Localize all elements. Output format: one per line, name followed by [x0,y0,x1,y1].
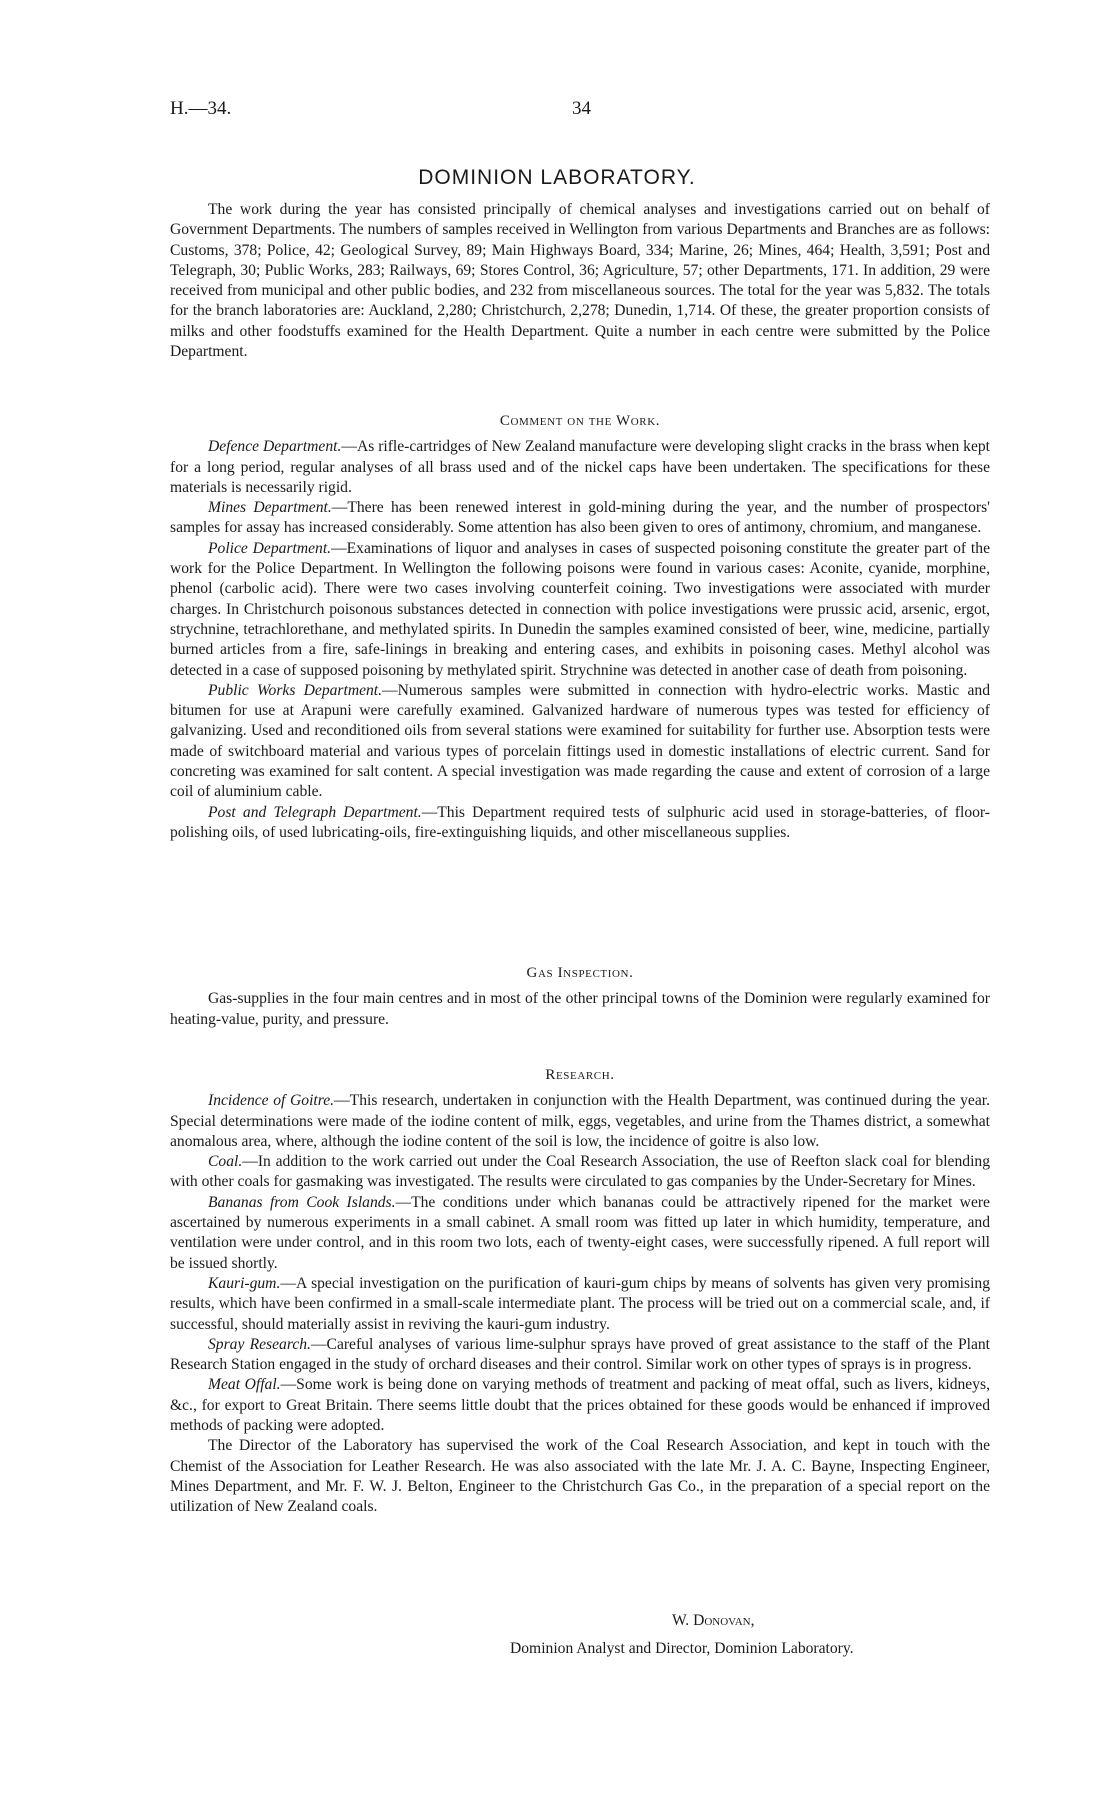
comment-section [170,411,990,843]
signature-title: Dominion Analyst and Director, Dominion Laboratory. [510,1640,854,1657]
paragraph-text: —Careful analyses of various lime-sulphur sprays have proved of great assistance to the staff of the Plant Research Station engaged in the study of orchard diseases and their control. Similar work on other types of sprays is in progress. [170,1335,991,1374]
subheading: Mines Department. [208,499,332,517]
comment-heading: Comment on the Work. [499,413,661,429]
research-section [170,1065,990,1518]
paragraph-police [170,539,990,681]
subheading: Spray Research. [208,1335,311,1353]
gas-heading: Gas Inspection. [526,965,634,981]
signature-name: W. Donovan, [672,1612,755,1629]
paragraph-text: —Some work is being done on varying methods of treatment and packing of meat offal, such as livers, kidneys, &c., for export to Great Britain. There seems little doubt that the prices obtained for these goods would be enhanced if improved methods of packing were adopted. [170,1376,990,1435]
paragraph-text: —This Department required tests of sulphuric acid used in storage-batteries, of floor-polishing oils, of used lubricating-oils, fire-extinguishing liquids, and other miscellaneous supplies. [170,803,990,841]
gas-section [170,963,990,1030]
subheading: Incidence of Goitre. [208,1092,335,1110]
paragraph-goitre [170,1091,990,1152]
paragraph-mines [170,498,990,539]
page-number: 34 [572,98,591,119]
subheading: Post and Telegraph Department. [208,803,422,821]
paragraph-text: —Numerous samples were submitted in connection with hydro-electric works. Mastic and bitumen for use at Arapuni were carefully examined. Galvanized hardware of numerous types was tested for efficiency of galvanizing. Used and reconditioned oils from several stations were examined for suitability for further use. Absorption tests were made of switchboard material and various types of porcelain fittings used in domestic installations of electric current. Sand for concreting was examined for salt content. A special investigation was made regarding the cause and extent of corrosion of a large coil of aluminium cable. [170,681,990,801]
gas-paragraph: Gas-supplies in the four main centres and in most of the other principal towns of the Dominion were regularly examined for heating-value, purity, and pressure. [170,990,990,1028]
paragraph-kauri-gum [170,1274,990,1335]
paragraph-text: —The conditions under which bananas could be attractively ripened for the market were ascertained by numerous experiments in a small cabinet. A small room was fitted up later in which humidity, temperature, and ventilation were under control, and in this room two lots, each of twenty-eight cases, were successfully ripened. A full report will be issued shortly. [170,1193,990,1272]
paragraph-text: The Director of the Laboratory has supervised the work of the Coal Research Association, and kept in touch with the Chemist of the Association for Leather Research. He was also associated with the late Mr. J. A. C. Bayne, Inspecting Engineer, Mines Department, and Mr. F. W. J. Belton, Engineer to the Christchurch Gas Co., in the preparation of a special report on the utilization of New Zealand coals. [170,1437,990,1516]
page-title: DOMINION LABORATORY. [418,166,696,189]
subheading: Kauri-gum. [208,1274,281,1292]
intro-paragraph: The work during the year has consisted principally of chemical analyses and investigations carried out on behalf of Government Departments. The numbers of samples received in Wellington from various Departments and Branches are as follows: Customs, 378; Police, 42; Geological Survey, 89; Main Highways Board, 334; Marine, 26; Mines, 464; Health, 3,591; Post and Telegraph, 30; Public Works, 283; Railways, 69; Stores Control, 36; Agriculture, 57; other Departments, 171. In addition, 29 were received from municipal and other public bodies, and 232 from miscellaneous sources. The total for the year was 5,832. The totals for the branch laboratories are: Auckland, 2,280; Christchurch, 2,278; Dunedin, 1,714. Of these, the greater proportion consists of milks and other foodstuffs examined for the Health Department. Quite a number in each centre were submitted by the Police Department. [170,201,990,361]
subheading: Meat Offal. [208,1376,281,1394]
subheading: Coal. [208,1153,243,1171]
subheading: Defence Department. [208,438,342,456]
paragraph-defence [170,437,990,498]
paragraph-text: —As rifle-cartridges of New Zealand manufacture were developing slight cracks in the brass when kept for a long period, regular analyses of all brass used and of the nickel caps have been undertaken. The specifications for these materials is necessarily rigid. [170,438,991,496]
paragraph-spray [170,1335,990,1376]
subheading: Bananas from Cook Islands. [208,1193,396,1211]
paragraph-coal [170,1152,990,1193]
research-heading: Research. [545,1067,615,1083]
paragraph-meat-offal [170,1375,990,1436]
intro-section [170,200,990,362]
paragraph-text: —A special investigation on the purification of kauri-gum chips by means of solvents has given very promising results, which have been confirmed in a small-scale intermediate plant. The process will be tried out on a commercial scale, and, if successful, should materially assist in reviving the kauri-gum industry. [170,1274,990,1333]
paragraph-director [170,1436,990,1517]
paragraph-public-works [170,681,990,803]
paragraph-text: —In addition to the work carried out under the Coal Research Association, the use of Reefton slack coal for blending with other coals for gasmaking was investigated. The results were circulated to gas companies by the Under-Secretary for Mines. [170,1153,990,1191]
subheading: Public Works Department. [208,681,383,699]
subheading: Police Department. [208,539,332,557]
paragraph-text: —This research, undertaken in conjunction with the Health Department, was continued during the year. Special determinations were made of the iodine content of milk, eggs, vegetables, and urine from the Thames district, a somewhat anomalous area, where, although the iodine content of the soil is low, the incidence of goitre is also low. [170,1092,990,1150]
paragraph-bananas [170,1193,990,1274]
paragraph-text: —There has been renewed interest in gold-mining during the year, and the number of prospectors' samples for assay has increased considerably. Some attention has also been given to ores of antimony, chromium, and manganese. [170,499,990,537]
report-reference: H.—34. [170,98,232,119]
paragraph-text: —Examinations of liquor and analyses in cases of suspected poisoning constitute the greater part of the work for the Police Department. In Wellington the following poisons were found in various cases: Aconite, cyanide, morphine, phenol (carbolic acid). There were two cases involving counterfeit coining. Two investigations were associated with murder charges. In Christchurch poisonous substances detected in connection with police investigations were prussic acid, arsenic, ergot, strychnine, tetrachlorethane, and methylated spirits. In Dunedin the samples examined consisted of beer, wine, medicine, partially burned articles from a fire, safe-linings in breaking and entering cases, and exhibits in poisoning cases. Methyl alcohol was detected in a case of supposed poisoning by methylated spirit. Strychnine was detected in another case of death from poisoning. [170,539,990,679]
paragraph-post-telegraph [170,803,990,844]
